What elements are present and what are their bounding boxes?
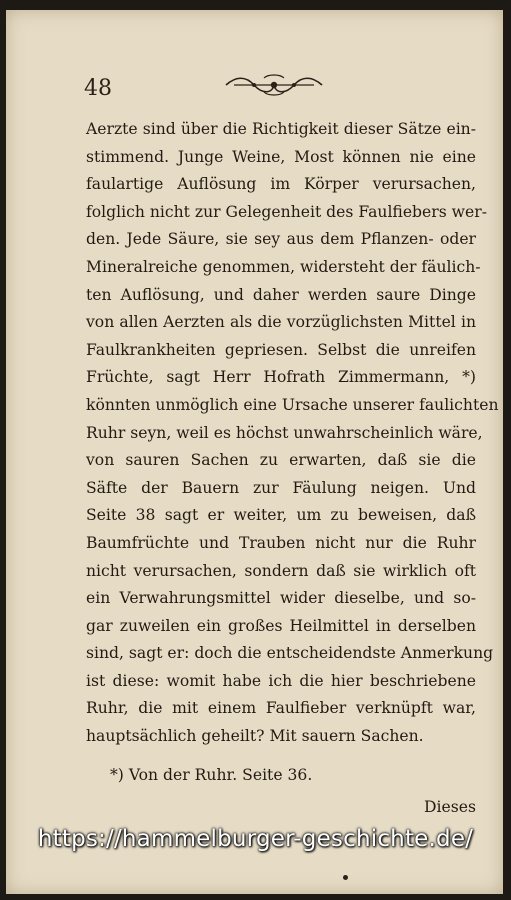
text-line: gar zuweilen ein großes Heilmittel in derselben [86, 616, 476, 635]
text-line: könnten unmöglich eine Ursache unserer faulichten [86, 395, 499, 414]
text-line: ein Verwahrungsmittel wider dieselbe, und so- [86, 589, 476, 608]
book-page [6, 10, 503, 894]
print-mark [343, 875, 348, 880]
catchword: Dieses [424, 798, 476, 816]
text-line: Seite 38 sagt er weiter, um zu beweisen, daß [86, 506, 476, 525]
text-line: folglich nicht zur Gelegenheit des Faulfiebers wer- [86, 202, 487, 221]
text-line: von allen Aerzten als die vorzüglichsten Mittel in [86, 313, 476, 332]
text-line: Baumfrüchte und Trauben nicht nur die Ruhr [86, 533, 476, 552]
text-line: den. Jede Säure, sie sey aus dem Pflanzen- oder [86, 230, 476, 249]
footnote: *) Von der Ruhr. Seite 36. [110, 766, 313, 784]
body-text [86, 116, 499, 751]
page-number: 48 [84, 76, 112, 101]
text-line: faulartige Auflösung im Körper verursachen, [86, 175, 476, 194]
text-line: nicht verursachen, sondern daß sie wirklich oft [86, 561, 476, 580]
text-line: Mineralreiche genommen, widersteht der fäulich- [86, 257, 481, 276]
text-line: hauptsächlich geheilt? Mit sauern Sachen. [86, 727, 424, 746]
text-line: Säfte der Bauern zur Fäulung neigen. Und [86, 478, 476, 497]
text-line: ten Auflösung, und daher werden saure Dinge [86, 285, 476, 304]
text-line: Früchte, sagt Herr Hofrath Zimmermann, *) [86, 368, 476, 387]
text-line: Faulkrankheiten gepriesen. Selbst die unreifen [86, 340, 476, 359]
text-line: stimmend. Junge Weine, Most können nie eine [86, 147, 476, 166]
text-line: sind, sagt er: doch die entscheidendste Anmerkung [86, 644, 494, 663]
text-line: ist diese: womit habe ich die hier beschriebene [86, 671, 476, 690]
ornament-flourish-icon [224, 74, 324, 96]
text-line: Ruhr, die mit einem Faulfieber verknüpft war, [86, 699, 476, 718]
watermark-url: https://hammelburger-geschichte.de/ [37, 826, 474, 852]
text-line: Aerzte sind über die Richtigkeit dieser Sätze ein- [86, 120, 476, 138]
text-line: von sauren Sachen zu erwarten, daß sie die [86, 451, 476, 470]
text-line: Ruhr seyn, weil es höchst unwahrscheinlich wäre, [86, 423, 483, 442]
